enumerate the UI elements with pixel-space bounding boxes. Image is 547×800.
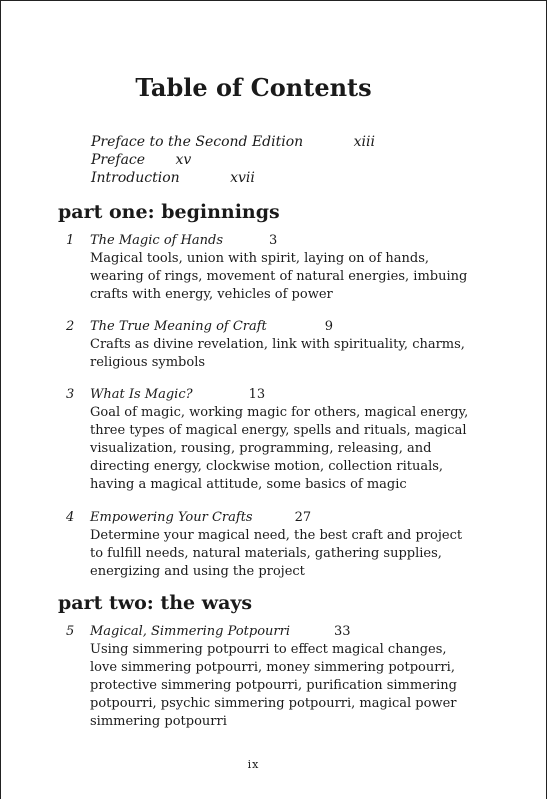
front-matter-item[interactable] <box>91 151 375 169</box>
chapter-entry[interactable] <box>66 232 466 304</box>
page-number: ix <box>247 758 260 771</box>
chapter-number: 3 <box>66 387 75 402</box>
chapter-number: 4 <box>66 510 75 525</box>
chapter-entry[interactable] <box>66 623 466 731</box>
page-title: Table of Contents <box>135 73 372 102</box>
chapter-title: Magical, Simmering Potpourri <box>90 624 290 639</box>
front-matter-label: Preface <box>91 152 146 168</box>
chapter-description: Using simmering potpourri to effect magical changes, love simmering potpourri, money simmering potpourri, protective simmering potpourri, purification simmering potpourri, psychic simmering potpourri, magical power simmering potpourri <box>90 642 457 729</box>
part-heading: part one: beginnings <box>58 201 280 223</box>
chapter-number: 2 <box>66 319 75 334</box>
chapter-number: 1 <box>66 233 75 248</box>
front-matter-item[interactable] <box>91 133 375 151</box>
front-matter-list <box>91 133 375 187</box>
chapter-description: Crafts as divine revelation, link with spirituality, charms, religious symbols <box>90 337 465 370</box>
chapter-number: 5 <box>66 624 75 639</box>
chapter-entry[interactable] <box>66 318 466 372</box>
chapter-entry[interactable] <box>66 386 469 494</box>
part-heading: part two: the ways <box>58 592 253 614</box>
chapter-description: Goal of magic, working magic for others, magical energy, three types of magical energy, spells and rituals, magical visualization, rousing, programming, releasing, and directing energy, clockwise motion, collection rituals, having a magical attitude, some basics of magic <box>90 405 469 492</box>
front-matter-item[interactable] <box>91 169 375 187</box>
front-matter-label: Preface to the Second Edition <box>91 134 304 150</box>
front-matter-page: xv <box>175 152 192 168</box>
chapter-description: Magical tools, union with spirit, laying on of hands, wearing of rings, movement of natural energies, imbuing crafts with energy, vehicles of power <box>90 251 468 302</box>
chapter-title: The True Meaning of Craft <box>90 319 267 334</box>
chapter-page: 3 <box>269 233 278 248</box>
chapter-title: Empowering Your Crafts <box>90 510 253 525</box>
chapter-page: 33 <box>333 624 351 639</box>
chapter-page: 9 <box>324 319 334 334</box>
chapter-entry[interactable] <box>66 509 466 581</box>
chapter-title: What Is Magic? <box>90 387 193 402</box>
front-matter-page: xiii <box>353 134 375 150</box>
chapter-page: 13 <box>248 387 266 402</box>
front-matter-label: Introduction <box>91 170 180 186</box>
chapter-page: 27 <box>294 510 312 525</box>
chapter-title: The Magic of Hands <box>90 233 224 248</box>
front-matter-page: xvii <box>230 170 255 186</box>
chapter-description: Determine your magical need, the best craft and project to fulfill needs, natural materials, gathering supplies, energizing and using the project <box>90 528 463 579</box>
